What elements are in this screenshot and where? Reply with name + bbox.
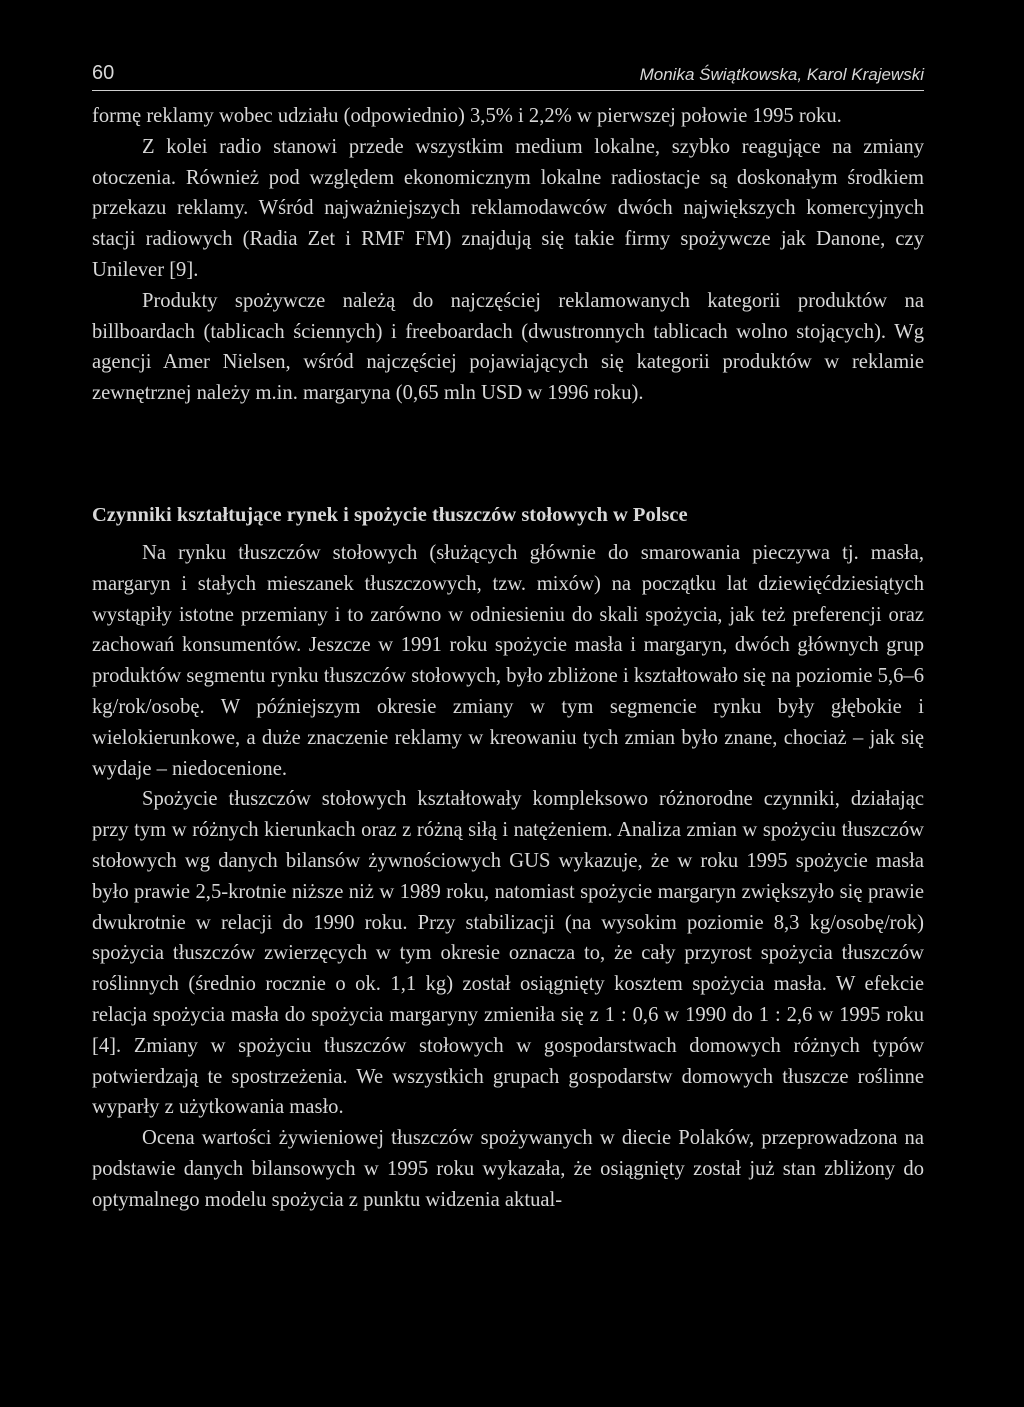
paragraph: Spożycie tłuszczów stołowych kształtowały kompleksowo różnorodne czynniki, działając przy tym w różnych kierunkach oraz z różną siłą i natężeniem. Analiza zmian w spożyciu tłuszczów stołowych wg danych bilansów żywnościowych GUS wykazuje, że w roku 1995 spożycie masła było prawie 2,5-krotnie niższe niż w 1989 roku, natomiast spożycie margaryn zwiększyło się prawie dwukrotnie w relacji do 1990 roku. Przy stabilizacji (na wysokim poziomie 8,3 kg/osobę/rok) spożycia tłuszczów zwierzęcych w tym okresie oznacza to, że cały przyrost spożycia tłuszczów roślinnych (średnio rocznie o ok. 1,1 kg) został osiągnięty kosztem spożycia masła. W efekcie relacja spożycia masła do spożycia margaryny zmieniła się z 1 : 0,6 w 1990 do 1 : 2,6 w 1995 roku [4]. Zmiany w spożyciu tłuszczów stołowych w gospodarstwach domowych różnych typów potwierdzają te spostrzeżenia. We wszystkich grupach gospodarstw domowych tłuszcze roślinne wyparły z użytkowania masło.: [92, 788, 924, 1119]
paragraph: Produkty spożywcze należą do najczęściej reklamowanych kategorii produktów na billboardach (tablicach ściennych) i freeboardach (dwustronnych tablicach wolno stojących). Wg agencji Amer Nielsen, wśród najczęściej pojawiających się kategorii produktów w reklamie zewnętrznej należy m.in. margaryna (0,65 mln USD w 1996 roku).: [92, 289, 924, 405]
paragraph: formę reklamy wobec udziału (odpowiednio) 3,5% i 2,2% w pierwszej połowie 1995 roku.: [92, 105, 842, 127]
paragraph: Z kolei radio stanowi przede wszystkim medium lokalne, szybko reagujące na zmiany otoczenia. Również pod względem ekonomicznym lokalne radiostacje są doskonałym środkiem przekazu reklamy. Wśród najważniejszych reklamodawców dwóch największych komercyjnych stacji radiowych (Radia Zet i RMF FM) znajdują się takie firmy spożywcze jak Danone, czy Unilever [9].: [92, 135, 924, 281]
page-header: [92, 62, 924, 91]
running-head-authors: Monika Świątkowska, Karol Krajewski: [639, 65, 924, 84]
paragraph: Na rynku tłuszczów stołowych (służących głównie do smarowania pieczywa tj. masła, margaryn i stałych mieszanek tłuszczowych, tzw. mixów) na początku lat dziewięćdziesiątych wystąpiły istotne przemiany i to zarówno w odniesieniu do skali spożycia, jak też preferencji oraz zachowań konsumentów. Jeszcze w 1991 roku spożycie masła i margaryn, dwóch głównych grup produktów segmentu rynku tłuszczów stołowych, było zbliżone i kształtowało się na poziomie 5,6–6 kg/rok/osobę. W późniejszym okresie zmiany w tym segmencie rynku były głębokie i wielokierunkowe, a duże znaczenie reklamy w kreowaniu tych zmian było znane, chociaż – jak się wydaje – niedocenione.: [92, 542, 924, 780]
section-1-body: [92, 101, 924, 409]
page-number: 60: [92, 62, 115, 84]
paragraph: Ocena wartości żywieniowej tłuszczów spożywanych w diecie Polaków, przeprowadzona na podstawie danych bilansowych w 1995 roku wykazała, że osiągnięty został już stan zbliżony do optymalnego modelu spożycia z punktu widzenia aktual-: [92, 1127, 924, 1211]
section-heading: Czynniki kształtujące rynek i spożycie tłuszczów stołowych w Polsce: [92, 504, 688, 526]
section-2-body: [92, 538, 924, 1216]
